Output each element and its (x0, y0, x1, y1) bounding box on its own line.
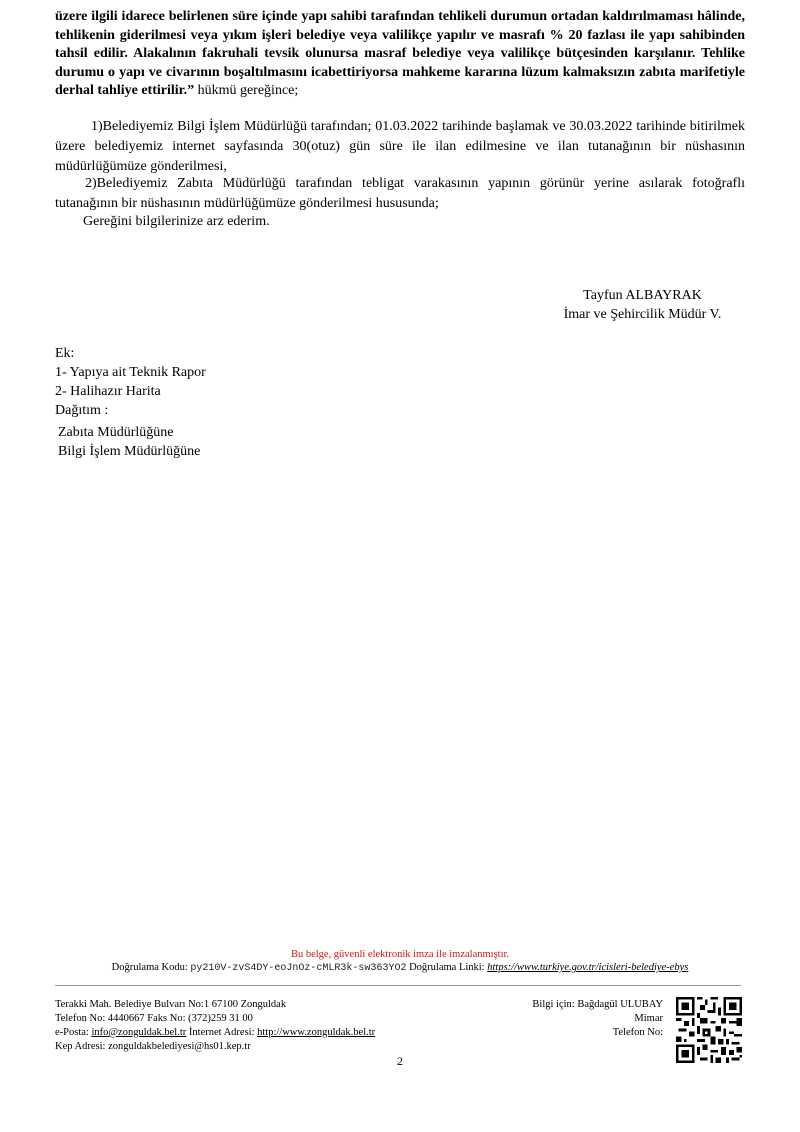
postal-address: Terakki Mah. Belediye Bulvarı No:1 67100 Zonguldak (55, 999, 287, 1010)
contact-line (55, 1026, 375, 1040)
distribution-item: Zabıta Müdürlüğüne (58, 425, 174, 440)
item-2-paragraph: 2)Belediyemiz Zabıta Müdürlüğü tarafından tebligat varakasının yapının görünür yerine asılarak fotoğraflı tutanağının bir nüshasının müdürlüğümüze gönderilmesi hususunda; (55, 176, 745, 211)
footer-address-block (55, 998, 375, 1054)
distribution-item: Bilgi İşlem Müdürlüğüne (58, 444, 201, 459)
attachment-item: 1- Yapıya ait Teknik Rapor (55, 365, 206, 380)
legal-quote-tail: hükmü gereğince; (194, 83, 299, 98)
item-1-paragraph: 1)Belediyemiz Bilgi İşlem Müdürlüğü tarafından; 01.03.2022 tarihinde başlamak ve 30.03.2022 tarihinde bitirilmek üzere belediyemiz internet sayfasında 30(otuz) gün süre ile ilan edilmesine ve ilan tutanağının bir nüshasının müdürlüğümüze gönderilmesi, (55, 119, 745, 174)
distribution-heading: Dağıtım : (55, 403, 109, 418)
closing-sentence: Gereğini bilgilerinize arz ederim. (83, 214, 270, 229)
email-link[interactable]: info@zonguldak.bel.tr (91, 1027, 187, 1038)
phone-fax: Telefon No: 4440667 Faks No: (372)259 31 00 (55, 1013, 253, 1024)
verify-code: py210V-zvS4DY-eoJnOz-cMLR3k-sw363YO2 (190, 963, 407, 974)
verify-code-label: Doğrulama Kodu: (111, 962, 188, 973)
signatory-name: Tayfun ALBAYRAK (583, 288, 702, 303)
verification-line (0, 962, 800, 974)
email-label: e-Posta: (55, 1027, 89, 1038)
footer-divider (55, 985, 741, 986)
attachment-item: 2- Halihazır Harita (55, 384, 161, 399)
contact-info-block (532, 998, 663, 1040)
verify-link[interactable]: https://www.turkiye.gov.tr/icisleri-belediye-ebys (487, 962, 689, 973)
page-number: 2 (397, 1054, 403, 1068)
attachments-heading: Ek: (55, 346, 75, 361)
info-phone: Telefon No: (612, 1027, 663, 1038)
legal-quote-text: üzere ilgili idarece belirlenen süre içinde yapı sahibi tarafından tehlikeli durumun ortadan kaldırılmaması hâlinde, tehlikenin giderilmesi veya yıkım işleri belediye veya valilikçe yapılır ve masrafı % 20 fazlası ile yapı sahibinden tahsil edilir. Alakalının fakruhali tevsik olunursa masraf belediye veya valilikçe bütçesinden karşılanır. Tehlike durumu o yapı ve civarının boşaltılmasını icabettiriyorsa mahkeme kararına lüzum kalmaksızın zabıta marifetiyle derhal tahliye ettirilir.” (55, 9, 745, 98)
legal-quote-paragraph (55, 8, 745, 101)
web-label: İnternet Adresi: (188, 1027, 255, 1038)
distribution-list (58, 423, 200, 461)
attachments-section (55, 344, 206, 420)
info-role: Mimar (634, 1013, 663, 1024)
signatory-title: İmar ve Şehircilik Müdür V. (563, 307, 722, 322)
esign-notice: Bu belge, güvenli elektronik imza ile imzalanmıştır. (290, 949, 510, 960)
verify-link-label: Doğrulama Linki: (409, 962, 485, 973)
info-contact: Bilgi için: Bağdagül ULUBAY (532, 999, 663, 1010)
kep-address: Kep Adresi: zonguldakbelediyesi@hs01.kep.tr (55, 1041, 251, 1052)
website-link[interactable]: http://www.zonguldak.bel.tr (257, 1027, 376, 1038)
